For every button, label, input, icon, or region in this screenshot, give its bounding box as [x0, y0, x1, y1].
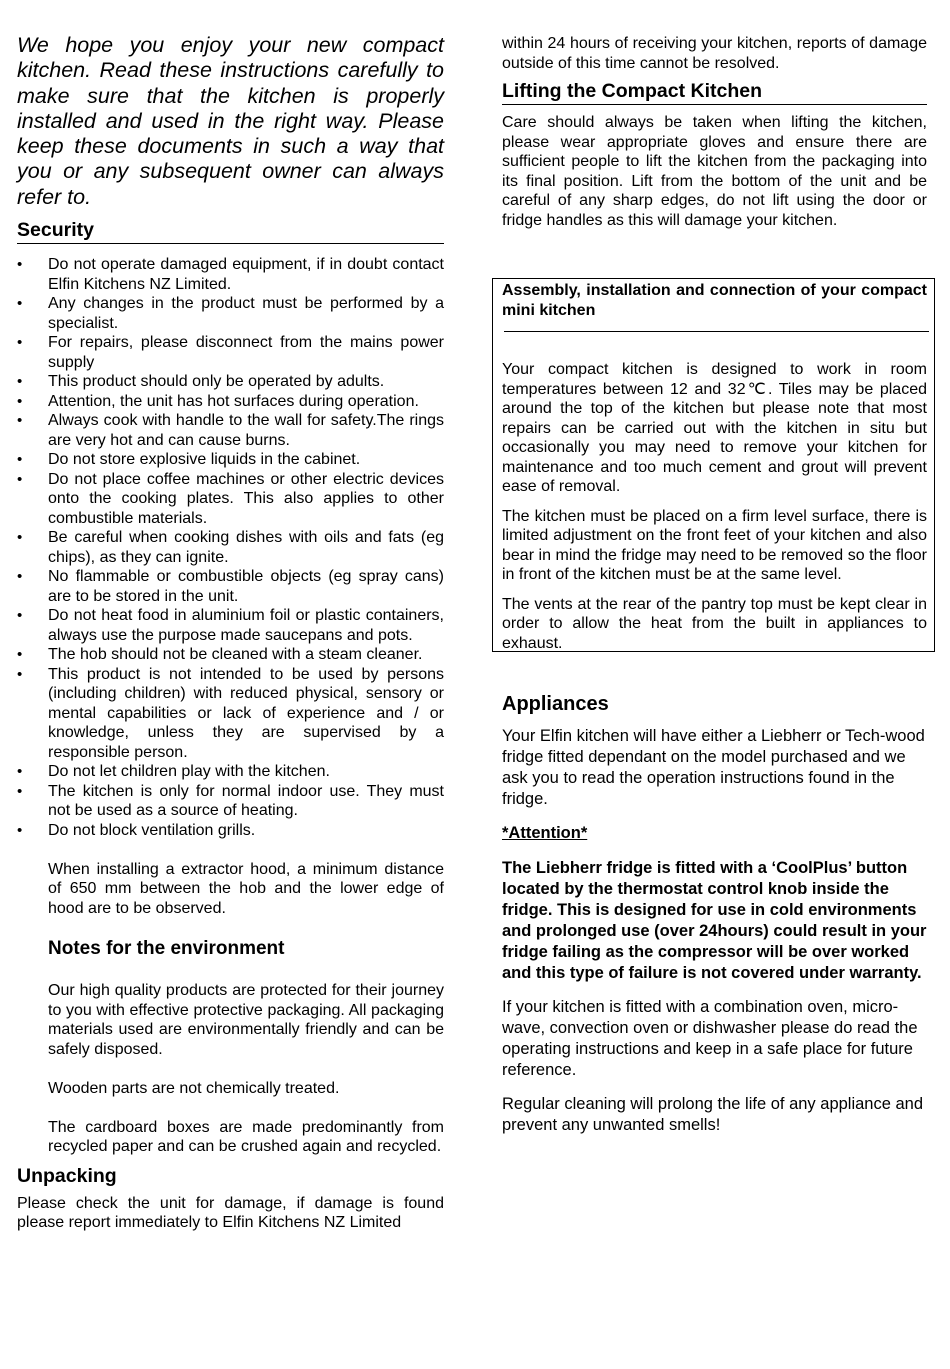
environment-paragraph-2: Wooden parts are not chemically treated.: [48, 1079, 340, 1097]
list-item: • Be careful when cooking dishes with oils and fats (eg chips), as they can ignite.: [17, 528, 444, 567]
appliances-paragraph-1: Your Elfin kitchen will have either a Liebherr or Tech-wood fridge fitted dependant on the model purchased and we ask you to read the operation instructions found in the fridge.: [502, 727, 925, 808]
lifting-heading: Lifting the Compact Kitchen: [502, 79, 927, 105]
coolplus-warning: The Liebherr fridge is fitted with a ‘CoolPlus’ button located by the thermostat control knob inside the fridge. This is designed for use in cold environments and prolonged use (over 24hours) could result in your fridge failing as the compressor will be over worked and this type of failure is not covered under warranty.: [502, 859, 927, 982]
assembly-paragraph-1: Your compact kitchen is designed to work in room temperatures between 12 and 32℃. Tiles may be placed around the top of the kitchen but please note that most repairs can be carried out with the kitchen in situ but occasionally you may need to remove your kitchen for maintenance and too much cement and grout will prevent ease of removal.: [502, 361, 927, 495]
appliances-heading: Appliances: [502, 693, 609, 715]
environment-paragraph-3: The cardboard boxes are made predominantly from recycled paper and can be crushed again and recycled.: [48, 1118, 444, 1156]
list-item: • Do not let children play with the kitchen.: [17, 762, 444, 782]
list-item: • The kitchen is only for normal indoor use. They must not be used as a source of heating.: [17, 782, 444, 821]
list-item: • Do not operate damaged equipment, if in doubt contact Elfin Kitchens NZ Limited.: [17, 255, 444, 294]
assembly-content: [502, 281, 927, 653]
assembly-heading: Assembly, installation and connection of your compact mini kitchen: [502, 282, 927, 319]
attention-label: *Attention*: [502, 824, 588, 842]
appliances-paragraph-2: If your kitchen is fitted with a combination oven, micro-wave, convection oven or dishwasher please do read the operating instructions and keep in a safe place for future reference.: [502, 998, 918, 1079]
assembly-box: [492, 278, 935, 652]
hood-note: When installing a extractor hood, a minimum distance of 650 mm between the hob and the lower edge of hood are to be observed.: [48, 860, 444, 917]
list-item: • This product should only be operated by adults.: [17, 372, 444, 392]
environment-heading: Notes for the environment: [48, 938, 285, 960]
intro-text: We hope you enjoy your new compact kitchen. Read these instructions carefully to make sure that the kitchen is properly installed and used in the right way. Please keep these documents in such a way that you or any subsequent owner can always refer to.: [17, 33, 444, 209]
unpacking-continued: within 24 hours of receiving your kitchen, reports of damage outside of this time cannot be resolved.: [502, 35, 927, 72]
assembly-paragraph-2: The kitchen must be placed on a firm level surface, there is limited adjustment on the front feet of your kitchen and also bear in mind the fridge may need to be removed so the floor in front of the kitchen must be at the same level.: [502, 507, 927, 583]
assembly-paragraph-3: The vents at the rear of the pantry top must be kept clear in order to allow the heat from the built in appliances to exhaust.: [502, 595, 927, 652]
security-heading: Security: [17, 218, 444, 244]
environment-paragraph-1: Our high quality products are protected for their journey to you with effective protective packaging. All packaging materials used are environmentally friendly and can be safely disposed.: [48, 982, 444, 1058]
list-item: • No flammable or combustible objects (eg spray cans) are to be stored in the unit.: [17, 567, 444, 606]
list-item: • Attention, the unit has hot surfaces during operation.: [17, 392, 444, 412]
left-column: [17, 33, 444, 1233]
appliances-section: [502, 692, 927, 1136]
list-item: • Do not heat food in aluminium foil or plastic containers, always use the purpose made saucepans and pots.: [17, 606, 444, 645]
unpacking-heading: Unpacking: [17, 1164, 117, 1187]
list-item: • For repairs, please disconnect from the mains power supply: [17, 333, 444, 372]
right-column: [502, 34, 927, 230]
list-item: • Do not store explosive liquids in the cabinet.: [17, 450, 444, 470]
list-item: • This product is not intended to be used by persons (including children) with reduced physical, sensory or mental capabilities or lack of experience and / or knowledge, unless they are supervised by a responsible person.: [17, 665, 444, 763]
list-item: • Do not place coffee machines or other electric devices onto the cooking plates. This also applies to other combustible materials.: [17, 470, 444, 529]
lifting-text: Care should always be taken when lifting the kitchen, please wear appropriate gloves and ensure there are sufficient people to lift the kitchen from the packaging into its final position. Lift from the bottom of the unit and be careful of any sharp edges, do not lift using the door or fridge handles as this will damage your kitchen.: [502, 114, 927, 229]
list-item: • The hob should not be cleaned with a steam cleaner.: [17, 645, 444, 665]
list-item: • Any changes in the product must be performed by a specialist.: [17, 294, 444, 333]
list-item: • Always cook with handle to the wall for safety.The rings are very hot and can cause burns.: [17, 411, 444, 450]
list-item: • Do not block ventilation grills.: [17, 821, 444, 841]
appliances-paragraph-3: Regular cleaning will prolong the life of any appliance and prevent any unwanted smells!: [502, 1095, 924, 1134]
assembly-divider: [504, 331, 929, 332]
security-list: [17, 255, 444, 840]
unpacking-text: Please check the unit for damage, if damage is found please report immediately to Elfin Kitchens NZ Limited: [17, 1194, 444, 1232]
